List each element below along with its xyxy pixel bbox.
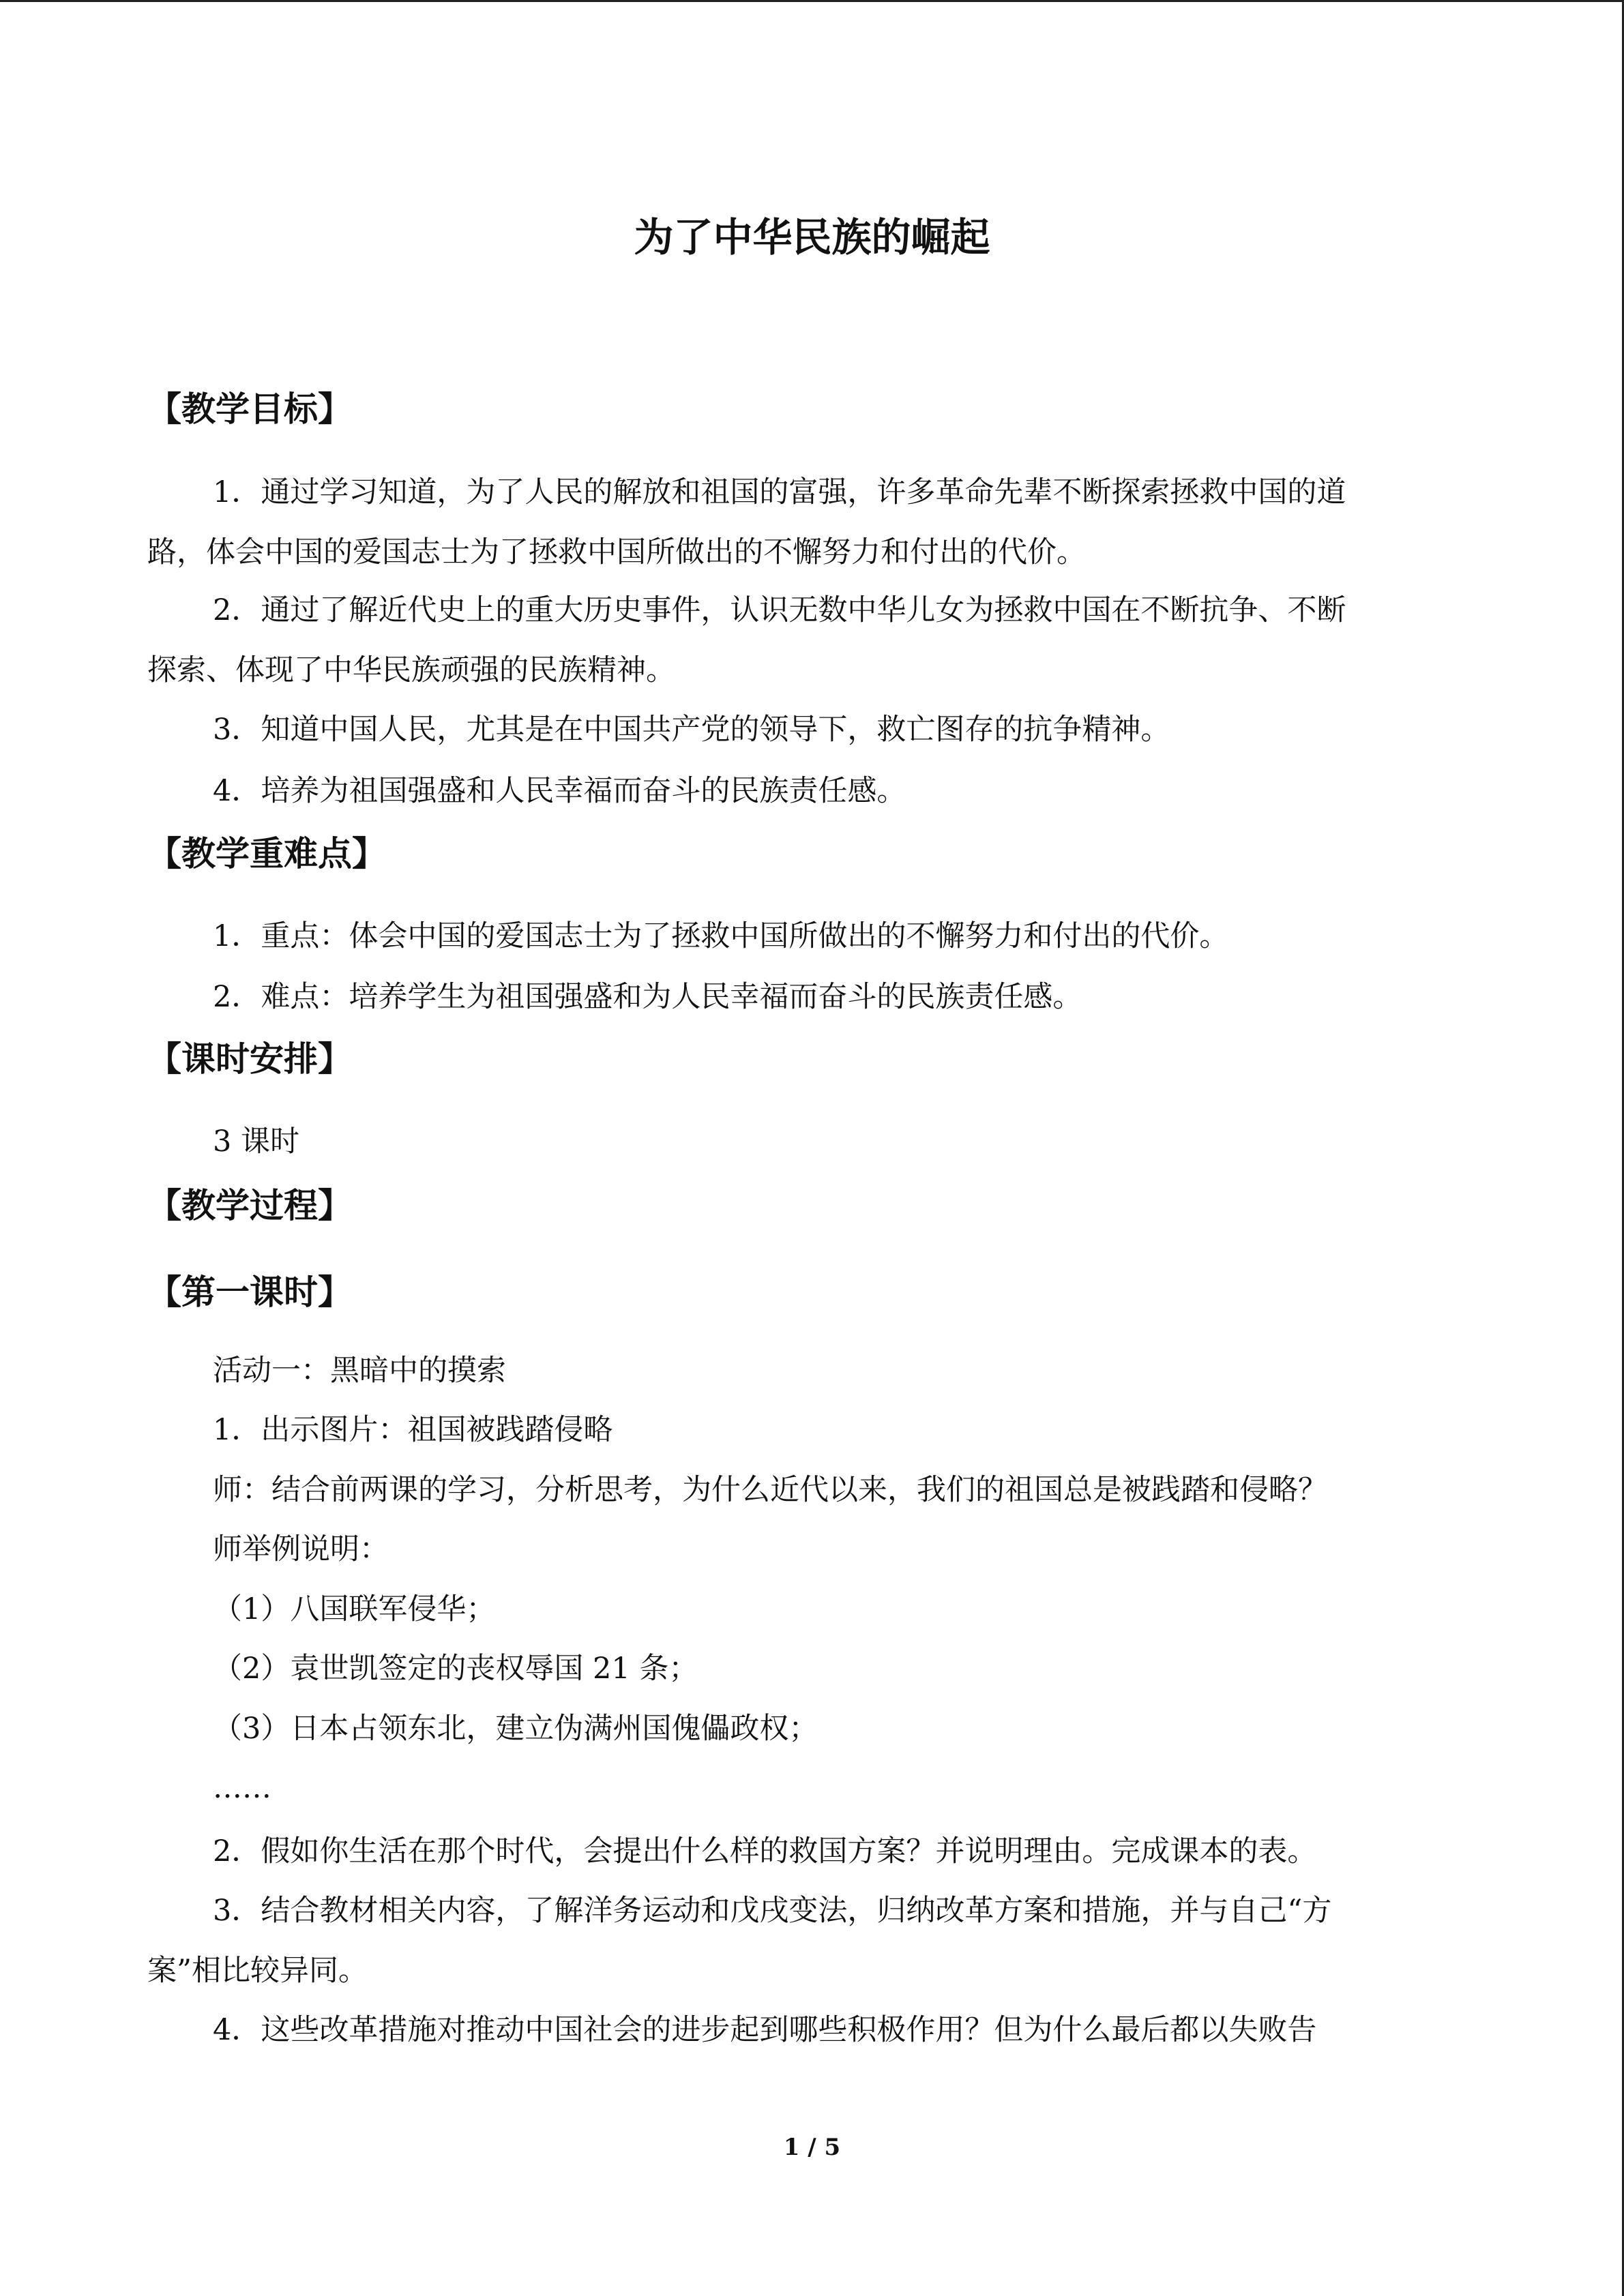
lesson1-ellipsis: …… [213, 1771, 271, 1805]
heading-schedule: 【课时安排】 [147, 1039, 352, 1079]
goal-3: 3．知道中国人民，尤其是在中国共产党的领导下，救亡图存的抗争精神。 [213, 713, 1170, 747]
lesson1-teacher-question: 师：结合前两课的学习，分析思考，为什么近代以来，我们的祖国总是被践踏和侵略？ [213, 1473, 1327, 1507]
lesson1-teacher-examples: 师举例说明： [213, 1532, 389, 1566]
lesson1-step-4: 4．这些改革措施对推动中国社会的进步起到哪些积极作用？但为什么最后都以失败告 [213, 2013, 1317, 2047]
lesson1-example-3: （3）日本占领东北，建立伪满州国傀儡政权； [213, 1712, 818, 1746]
goal-1-line-2: 路，体会中国的爱国志士为了拯救中国所做出的不懈努力和付出的代价。 [147, 535, 1086, 569]
key-point-1: 1．重点：体会中国的爱国志士为了拯救中国所做出的不懈努力和付出的代价。 [213, 919, 1229, 953]
lesson1-step-2: 2．假如你生活在那个时代，会提出什么样的救国方案？并说明理由。完成课本的表。 [213, 1834, 1317, 1868]
lesson1-step-3-line-2: 案”相比较异同。 [147, 1954, 368, 1988]
goal-4: 4．培养为祖国强盛和人民幸福而奋斗的民族责任感。 [213, 774, 906, 808]
schedule-text: 3 课时 [213, 1124, 300, 1159]
lesson1-example-2: （2）袁世凯签定的丧权辱国 21 条； [213, 1652, 698, 1686]
page-number: 1 / 5 [783, 2134, 841, 2161]
goal-2-line-1: 2．通过了解近代史上的重大历史事件，认识无数中华儿女为拯救中国在不断抗争、不断 [213, 593, 1346, 627]
key-point-2: 2．难点：培养学生为祖国强盛和为人民幸福而奋斗的民族责任感。 [213, 980, 1082, 1014]
heading-key-difficult-points: 【教学重难点】 [147, 834, 386, 874]
lesson1-step-3-line-1: 3．结合教材相关内容，了解洋务运动和戊戌变法，归纳改革方案和措施，并与自己“方 [213, 1894, 1332, 1928]
lesson1-activity-title: 活动一：黑暗中的摸索 [213, 1354, 506, 1388]
heading-teaching-process: 【教学过程】 [147, 1186, 352, 1225]
goal-2-line-2: 探索、体现了中华民族顽强的民族精神。 [147, 653, 675, 687]
heading-teaching-goals: 【教学目标】 [147, 389, 352, 429]
document-title: 为了中华民族的崛起 [634, 214, 990, 260]
lesson1-example-1: （1）八国联军侵华； [213, 1592, 496, 1626]
goal-1-line-1: 1．通过学习知道，为了人民的解放和祖国的富强，许多革命先辈不断探索拯救中国的道 [213, 475, 1346, 509]
lesson1-step-1: 1．出示图片：祖国被践踏侵略 [213, 1413, 613, 1447]
heading-lesson-1: 【第一课时】 [147, 1272, 352, 1312]
